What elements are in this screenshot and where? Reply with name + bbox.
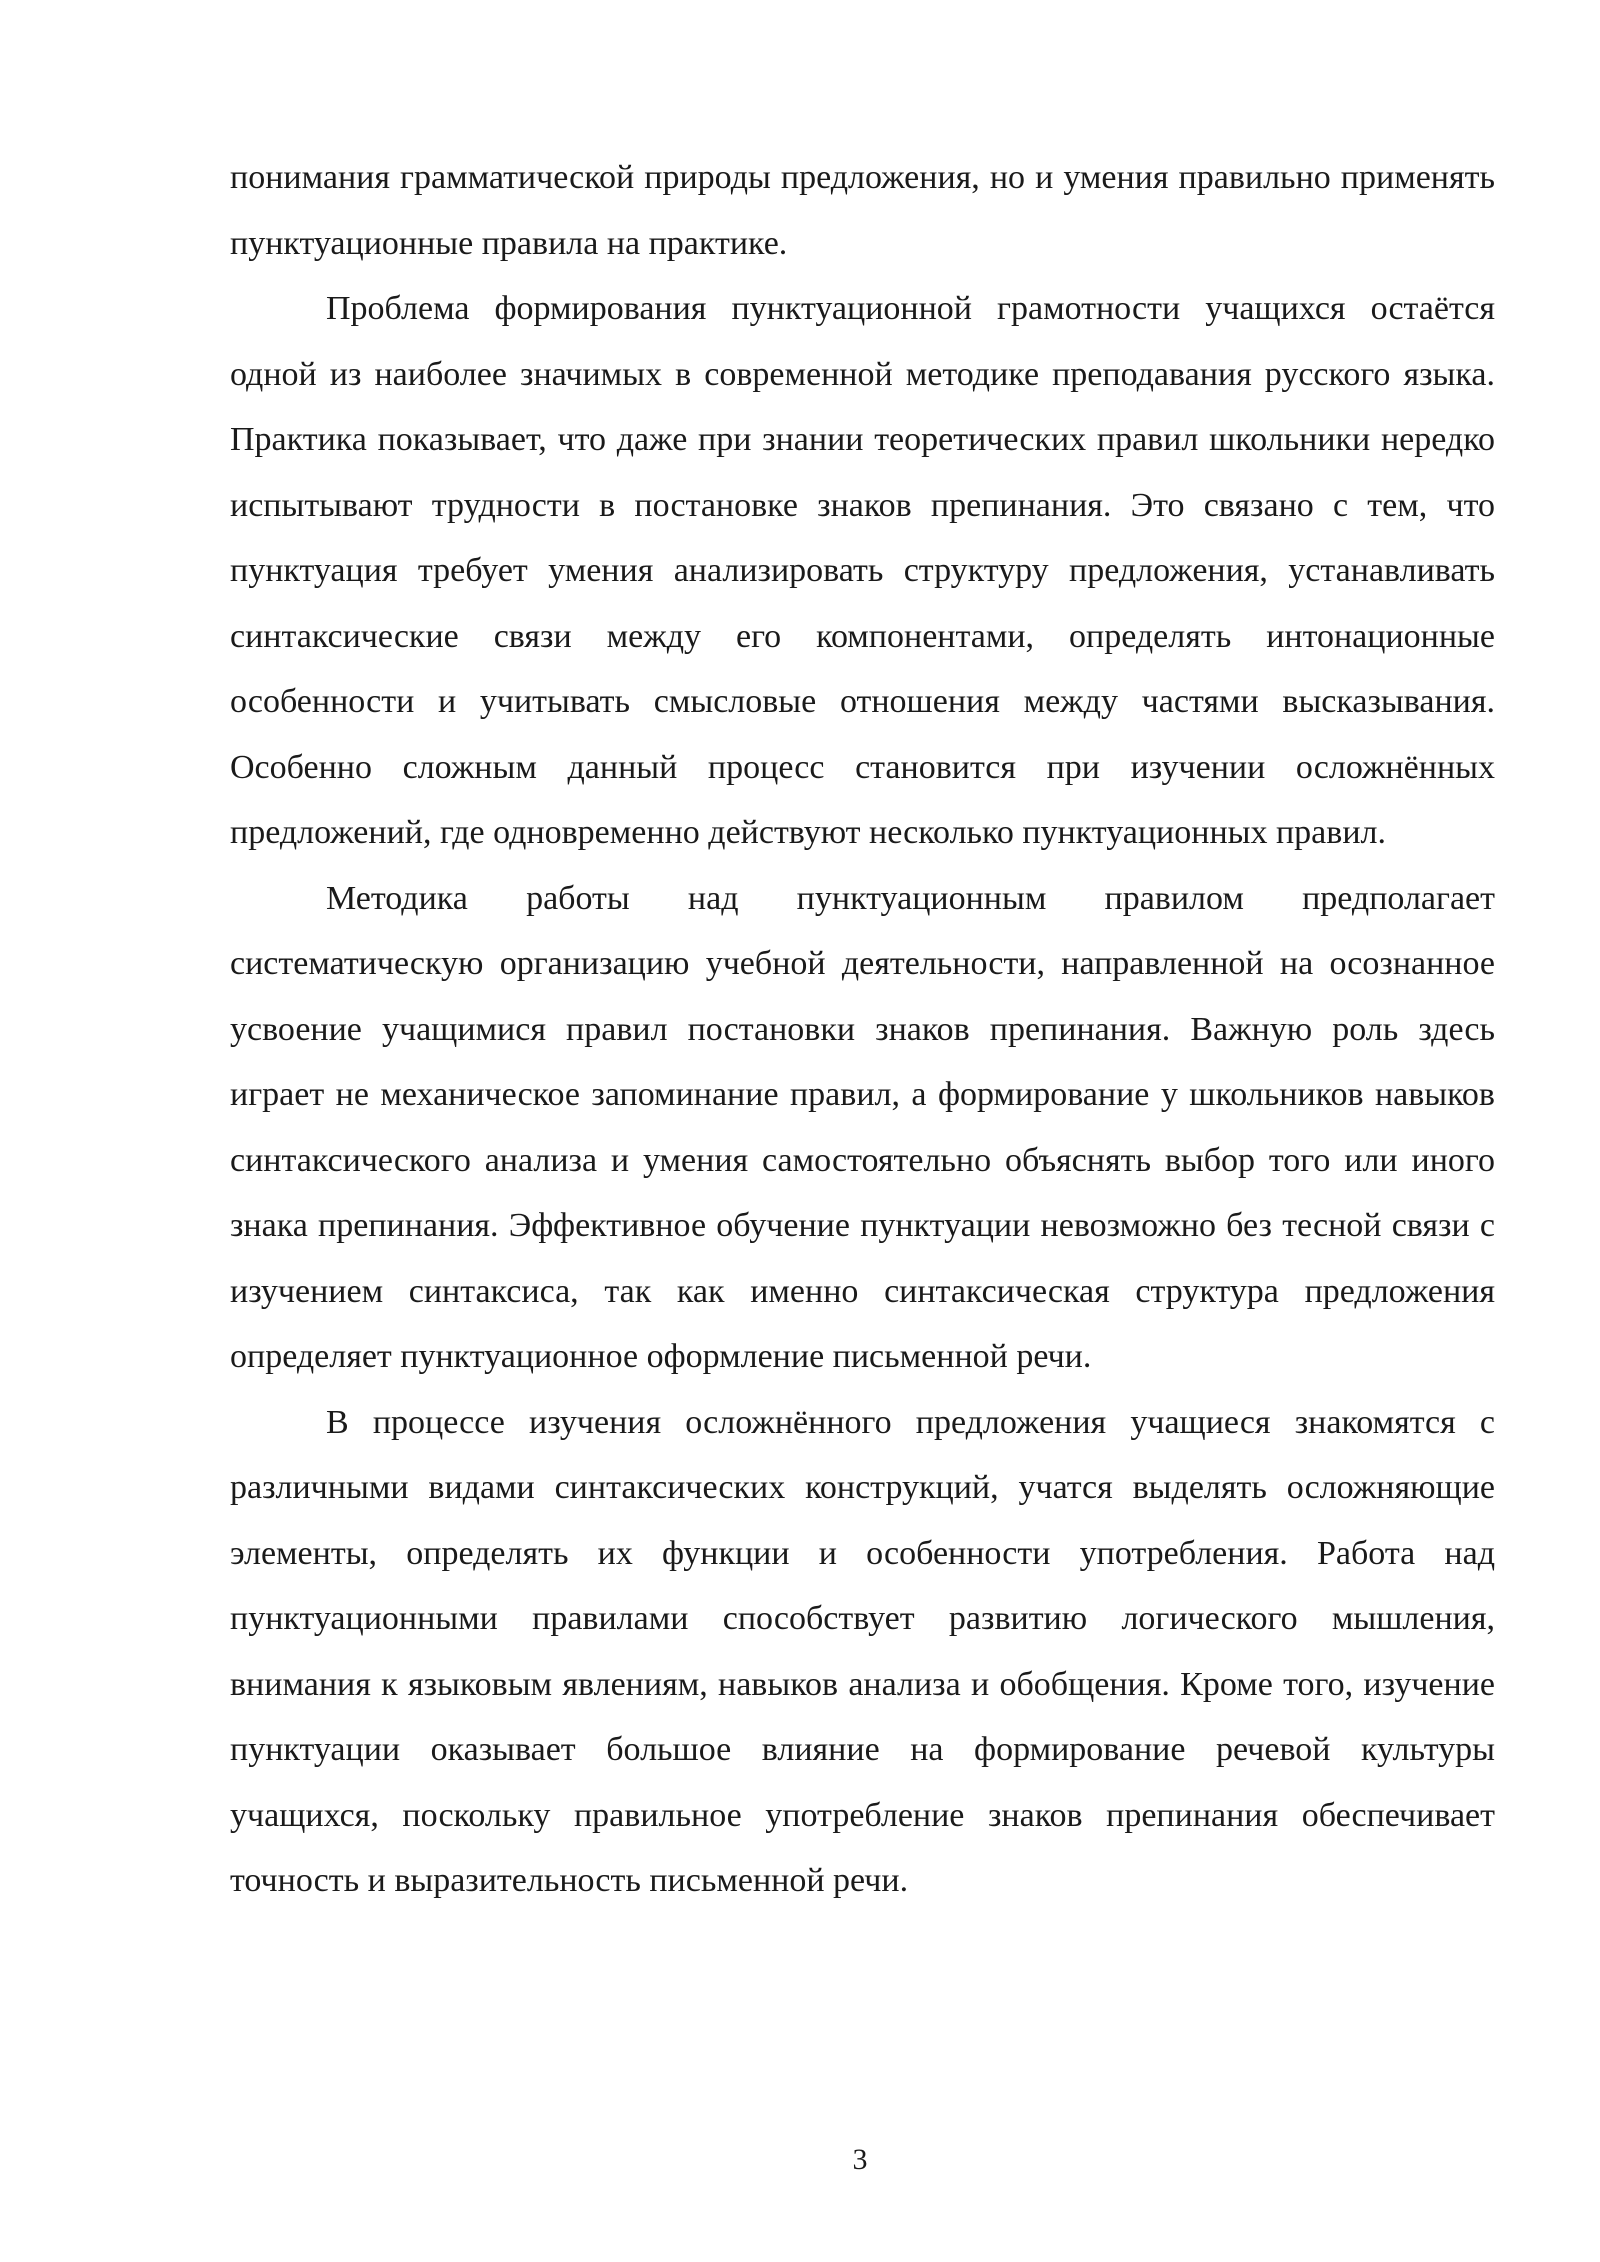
paragraph: В процессе изучения осложнённого предложения учащиеся знакомятся с различными видами синтаксических конструкций, учатся выделять осложняющие элементы, определять их функции и особенности употребления. Работа над пунктуационными правилами способствует развитию логического мышления, внимания к языковым явлениям, навыков анализа и обобщения. Кроме того, изучение пунктуации оказывает большое влияние на формирование речевой культуры учащихся, поскольку правильное употребление знаков препинания обеспечивает точность и выразительность письменной речи.	[230, 1403, 1495, 1899]
paragraph-continuation: понимания грамматической природы предложения, но и умения правильно применять пунктуационные правила на практике.	[230, 159, 1495, 262]
paragraph: Методика работы над пунктуационным правилом предполагает систематическую организацию учебной деятельности, направленной на осознанное усвоение учащимися правил постановки знаков препинания. Важную роль здесь играет не механическое запоминание правил, а формирование у школьников навыков синтаксического анализа и умения самостоятельно объяснять выбор того или иного знака препинания. Эффективное обучение пунктуации невозможно без тесной связи с изучением синтаксиса, так как именно синтаксическая структура предложения определяет пунктуационное оформление письменной речи.	[230, 879, 1495, 1375]
body-text	[230, 145, 1495, 1914]
paragraph: Проблема формирования пунктуационной грамотности учащихся остаётся одной из наиболее значимых в современной методике преподавания русского языка. Практика показывает, что даже при знании теоретических правил школьники нередко испытывают трудности в постановке знаков препинания. Это связано с тем, что пунктуация требует умения анализировать структуру предложения, устанавливать синтаксические связи между его компонентами, определять интонационные особенности и учитывать смысловые отношения между частями высказывания. Особенно сложным данный процесс становится при изучении осложнённых предложений, где одновременно действуют несколько пунктуационных правил.	[230, 290, 1495, 851]
page-number: 3	[852, 2143, 868, 2176]
